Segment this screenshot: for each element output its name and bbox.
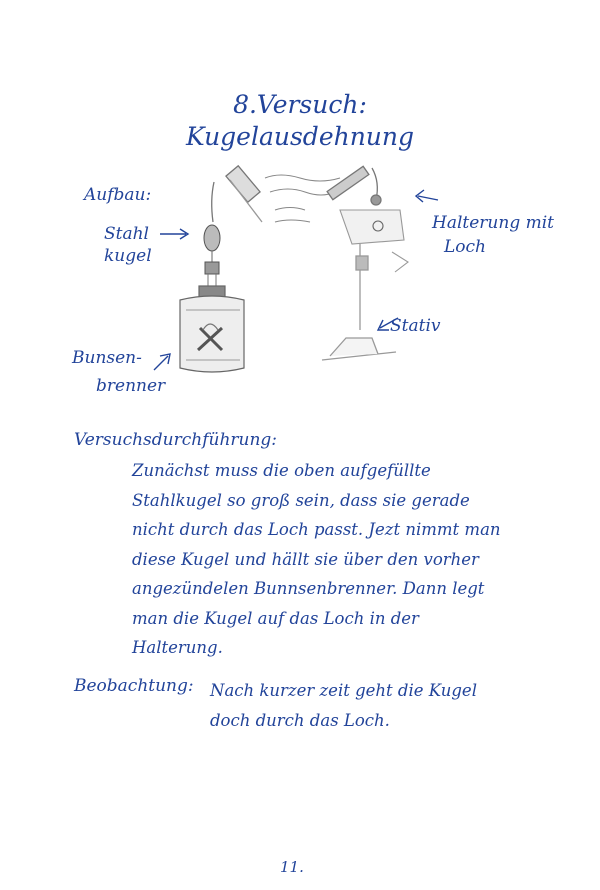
procedure-line: diese Kugel und hällt sie über den vorher [132, 549, 479, 569]
procedure-line: Stahlkugel so groß sein, dass sie gerade [132, 490, 470, 510]
observation-heading: Beobachtung: [74, 676, 194, 696]
experiment-number-title: 8.Versuch: [233, 90, 367, 119]
setup-heading: Aufbau: [84, 185, 152, 205]
steel-ball-drawing [204, 225, 220, 286]
stand-drawing [322, 244, 396, 360]
holder-drawing [340, 210, 408, 272]
procedure-heading: Versuchsdurchführung: [74, 430, 278, 450]
steel-ball-label-line2: kugel [104, 246, 152, 266]
burner-label-line2: brenner [96, 376, 166, 396]
observation-line: doch durch das Loch. [210, 711, 390, 730]
observation-line: Nach kurzer zeit geht die Kugel [210, 681, 477, 700]
procedure-line: nicht durch das Loch passt. Jezt nimmt man [132, 520, 501, 539]
experiment-title: Kugelausdehnung [185, 122, 415, 151]
burner-label-line1: Bunsen- [72, 348, 142, 368]
holder-label-line2: Loch [444, 237, 486, 257]
steel-ball-label-line1: Stahl [104, 224, 149, 244]
observation-text [210, 676, 540, 736]
left-arm-drawing [212, 166, 262, 222]
bunsen-burner-drawing [180, 286, 244, 372]
heat-lines-drawing [265, 175, 340, 222]
holder-label-line1: Halterung mit [432, 213, 554, 233]
procedure-text [132, 456, 562, 663]
procedure-line: Zunächst muss die oben aufgefüllte [132, 461, 431, 480]
stand-label: Stativ [390, 316, 441, 336]
page-number: 11. [280, 858, 304, 876]
procedure-line: angezündelen Bunnsenbrenner. Dann legt [132, 579, 485, 598]
procedure-line: man die Kugel auf das Loch in der [132, 608, 419, 628]
procedure-line: Halterung. [132, 638, 223, 657]
right-arm-drawing [327, 166, 381, 205]
